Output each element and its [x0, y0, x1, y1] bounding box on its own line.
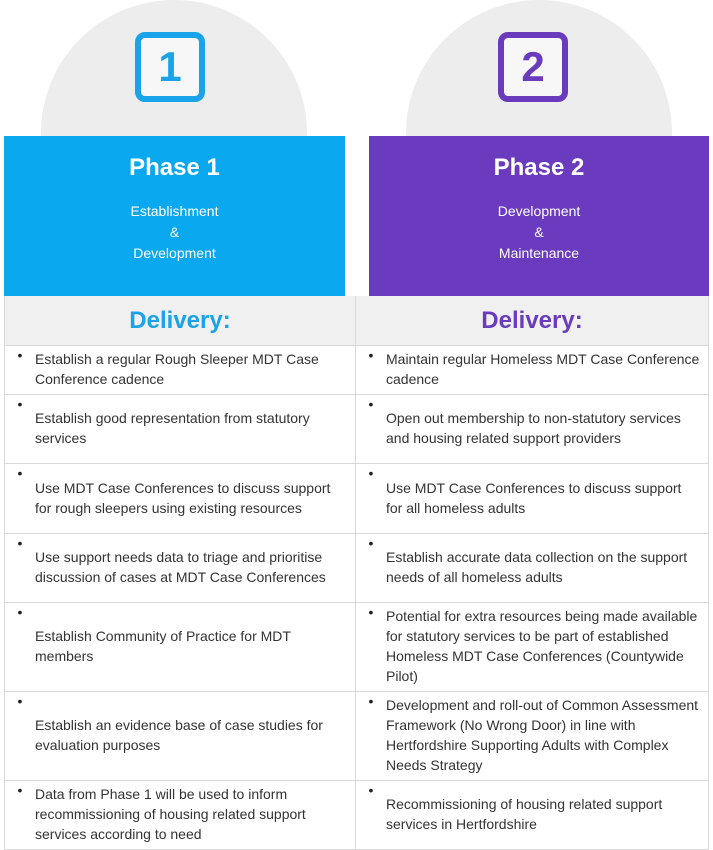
bullet-icon: •: [17, 347, 23, 363]
phase-1-title: Phase 1: [129, 154, 220, 181]
delivery-table: [4, 296, 709, 850]
phase-2-subtitle-line-2: &: [534, 224, 544, 240]
bullet-icon: •: [368, 693, 374, 709]
phase-2-delivery-item-text: Establish accurate data collection on the support needs of all homeless adults: [386, 549, 688, 585]
phase-1-delivery-item-text: Establish a regular Rough Sleeper MDT Case Conference cadence: [35, 351, 319, 387]
phase-1-delivery-item: [4, 464, 356, 534]
phase-2-delivery-item: [356, 534, 709, 603]
phase-2-number-badge: 2: [498, 32, 568, 102]
phase-2-banner: [369, 136, 709, 296]
phase-2-delivery-item: [356, 395, 709, 464]
phase-2-subtitle-line-3: Maintenance: [498, 245, 580, 261]
phase-1-delivery-item: [4, 395, 356, 464]
phase-1-delivery-item-text: Use MDT Case Conferences to discuss support for rough sleepers using existing resources: [35, 479, 331, 516]
bullet-icon: •: [17, 693, 23, 709]
phase-1-delivery-item-text: Data from Phase 1 will be used to inform recommissioning of housing related support services according to need: [35, 786, 306, 842]
bullet-icon: •: [17, 535, 23, 551]
phase-1-delivery-item: [4, 781, 356, 850]
phase-1-delivery-item: [4, 534, 356, 603]
bullet-icon: •: [368, 465, 374, 481]
phase-2-delivery-item: [356, 692, 709, 781]
phase-2-delivery-item-text: Open out membership to non-statutory services and housing related support providers: [386, 410, 681, 446]
phase-1-delivery-item: [4, 603, 356, 692]
bullet-icon: •: [368, 782, 374, 798]
phase-2-subtitle-line-1: Development: [497, 203, 581, 219]
phase-2-delivery-item-text: Recommissioning of housing related support services in Hertfordshire: [386, 796, 663, 832]
phase-1-delivery-item: [4, 692, 356, 781]
phase-2-delivery-item: [356, 464, 709, 534]
phase-1-subtitle-line-2: &: [169, 224, 180, 240]
bullet-icon: •: [17, 465, 23, 481]
phase-2-delivery-item-text: Potential for extra resources being made available for statutory services to be part of established Homeless MDT Case Conferences (Countywide Pilot): [386, 608, 698, 684]
phase-1-number-badge: 1: [135, 32, 205, 102]
phase-1-delivery-item-text: Establish an evidence base of case studies for evaluation purposes: [35, 717, 323, 753]
phase-1-delivery-item-text: Use support needs data to triage and prioritise discussion of cases at MDT Case Conferences: [35, 549, 326, 585]
phase-2-delivery-item: [356, 781, 709, 850]
bullet-icon: •: [368, 347, 374, 363]
bullet-icon: •: [368, 535, 374, 551]
phase-1-subtitle-line-1: Establishment: [130, 203, 219, 219]
phase-2-delivery-item-text: Maintain regular Homeless MDT Case Conference cadence: [386, 351, 700, 387]
phase-2-delivery-item: [356, 346, 709, 395]
bullet-icon: •: [368, 396, 374, 412]
phase-2-delivery-heading: Delivery:: [356, 296, 709, 346]
phase-2-title: Phase 2: [493, 154, 585, 181]
phase-1-delivery-item: [4, 346, 356, 395]
phase-2-delivery-item: [356, 603, 709, 692]
bullet-icon: •: [17, 604, 23, 620]
bullet-icon: •: [17, 782, 23, 798]
phase-2-delivery-item-text: Use MDT Case Conferences to discuss support for all homeless adults: [386, 479, 682, 516]
bullet-icon: •: [17, 396, 23, 412]
phase-2-delivery-item-text: Development and roll-out of Common Assessment Framework (No Wrong Door) in line with Hertfordshire Supporting Adults with Complex Needs Strategy: [386, 697, 699, 773]
phase-1-delivery-heading: Delivery:: [4, 296, 356, 346]
phase-1-subtitle-line-3: Development: [133, 245, 216, 261]
phase-1-delivery-item-text: Establish good representation from statutory services: [35, 410, 310, 446]
phase-1-delivery-item-text: Establish Community of Practice for MDT members: [35, 628, 291, 664]
bullet-icon: •: [368, 604, 374, 620]
phase-1-banner: [4, 136, 345, 296]
